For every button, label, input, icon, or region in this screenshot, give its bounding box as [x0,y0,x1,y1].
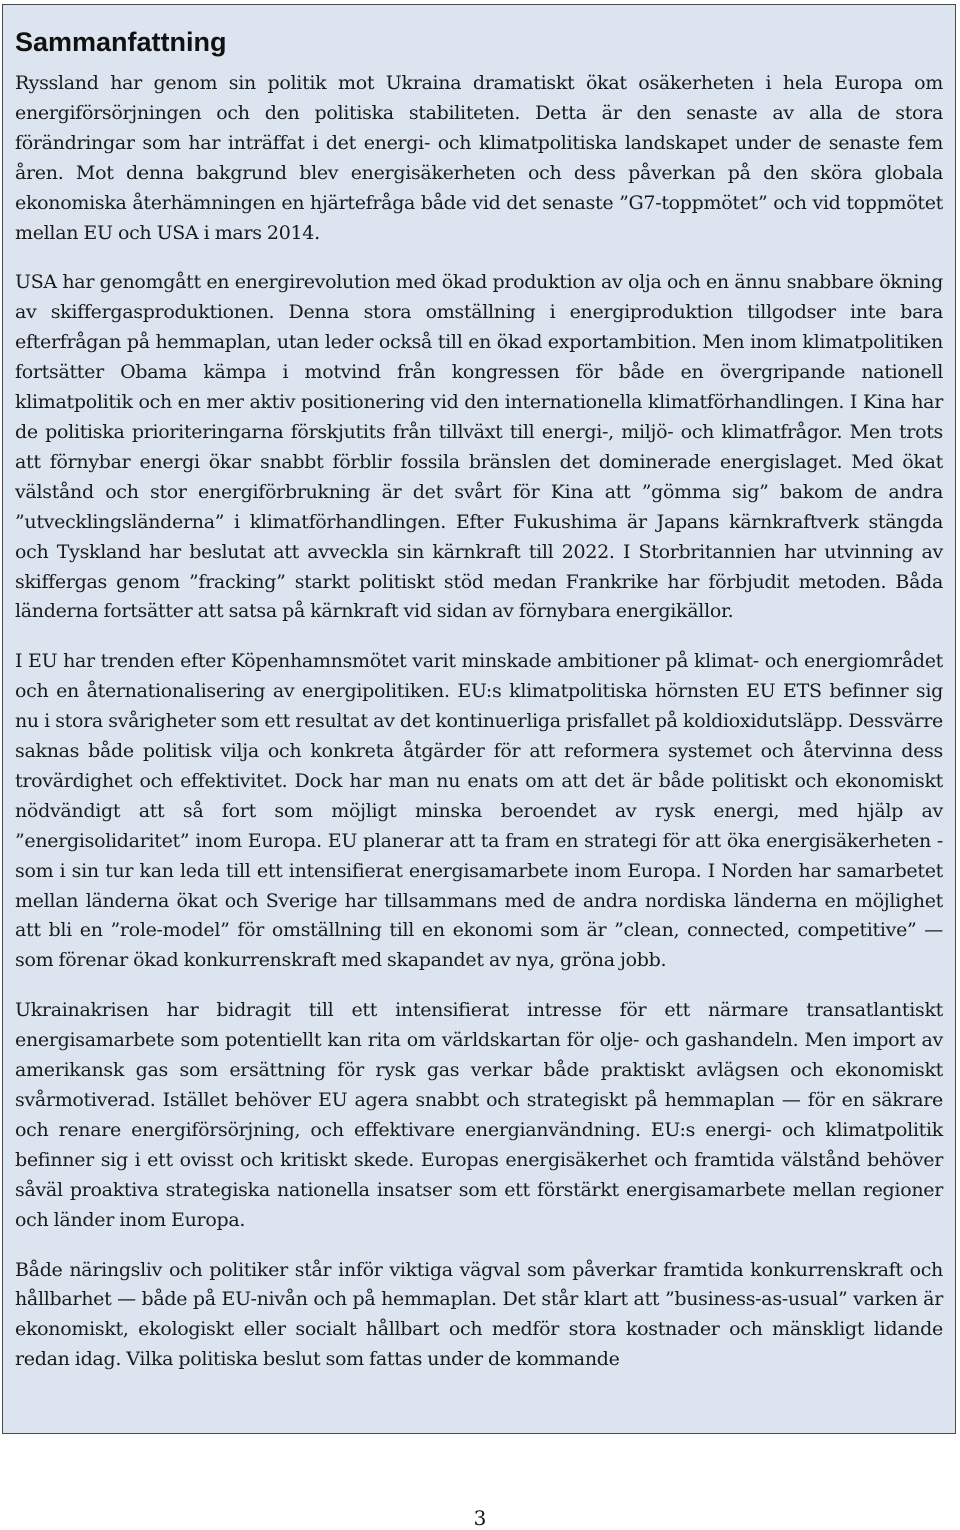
summary-paragraph-4: Ukrainakrisen har bidragit till ett intensifierat intresse för ett närmare transatlantiskt energisamarbete som potentiellt kan rita om världskartan för olje- och gashandeln. Men import av amerikansk gas som ersättning för rysk gas verkar både praktiskt avlägsen och ekonomiskt svårmotiverad. Istället behöver EU agera snabbt och strategiskt på hemmaplan — för en säkrare och renare energiförsörjning, och effektivare energianvändning. EU:s energi- och klimatpolitik befinner sig i ett ovisst och kritiskt skede. Europas energisäkerhet och framtida välstånd behöver såväl proaktiva strategiska nationella insatser som ett förstärkt energisamarbete mellan regioner och länder inom Europa. [15,999,943,1231]
summary-heading: Sammanfattning [15,27,227,57]
summary-paragraph-2: USA har genomgått en energirevolution med ökad produktion av olja och en ännu snabbare ökning av skiffergasproduktionen. Denna stora omställning i energiproduktion tillgodser inte bara efterfrågan på hemmaplan, utan leder också till en ökad exportambition. Men inom klimatpolitiken fortsätter Obama kämpa i motvind från kongressen för både en övergripande nationell klimatpolitik och en mer aktiv positionering vid den internationella klimatförhandlingen. I Kina har de politiska prioriteringarna förskjutits från tillväxt till energi-, miljö- och klimatfrågor. Men trots att förnybar energi ökar snabbt förblir fossila bränslen det dominerade energislaget. Med ökat välstånd och stor energiförbrukning är det svårt för Kina att ”gömma sig” bakom de andra ”utvecklingsländerna” i klimatförhandlingen. Efter Fukushima är Japans kärnkraftverk stängda och Tyskland har beslutat att avveckla sin kärnkraft till 2022. I Storbritannien har utvinning av skiffergas genom ”fracking” starkt politiskt stöd medan Frankrike har förbjudit metoden. Båda länderna fortsätter att satsa på kärnkraft vid sidan av förnybara energikällor. [15,271,943,623]
summary-paragraph-5: Både näringsliv och politiker står inför viktiga vägval som påverkar framtida konkurrenskraft och hållbarhet — både på EU-nivån och på hemmaplan. Det står klart att ”business-as-usual” varken är ekonomiskt, ekologiskt eller socialt hållbart och medför stora kostnader och mänskligt lidande redan idag. Vilka politiska beslut som fattas under de kommande [15,1258,943,1371]
summary-paragraph-3: I EU har trenden efter Köpenhamnsmötet varit minskade ambitioner på klimat- och energiområdet och en åternationalisering av energipolitiken. EU:s klimatpolitiska hörnsten EU ETS befinner sig nu i stora svårigheter som ett resultat av det kontinuerliga prisfallet på koldioxidutsläpp. Dessvärre saknas både politisk vilja och konkreta åtgärder för att reformera systemet och återvinna dess trovärdighet och effektivitet. Dock har man nu enats om att det är både politiskt och ekonomiskt nödvändigt att så fort som möjligt minska beroendet av rysk energi, med hjälp av ”energisolidaritet” inom Europa. EU planerar att ta fram en strategi för att öka energisäkerheten - som i sin tur kan leda till ett intensifierat energisamarbete inom Europa. I Norden har samarbetet mellan länderna ökat och Sverige har tillsammans med de andra nordiska länderna en möjlighet att bli en ”role-model” för omställning till en ekonomi som är ”clean, connected, competitive” — som förenar ökad konkurrenskraft med skapandet av nya, gröna jobb. [15,650,943,972]
summary-box [2,4,956,1434]
page-number: 3 [473,1506,487,1530]
summary-paragraph-1: Ryssland har genom sin politik mot Ukraina dramatiskt ökat osäkerheten i hela Europa om energiförsörjningen och den politiska stabiliteten. Detta är den senaste av alla de stora förändringar som har inträffat i det energi- och klimatpolitiska landskapet under de senaste fem åren. Mot denna bakgrund blev energisäkerheten och dess påverkan på den sköra globala ekonomiska återhämningen en hjärtefråga både vid det senaste ”G7-toppmötet” och vid toppmötet mellan EU och USA i mars 2014. [15,72,943,244]
